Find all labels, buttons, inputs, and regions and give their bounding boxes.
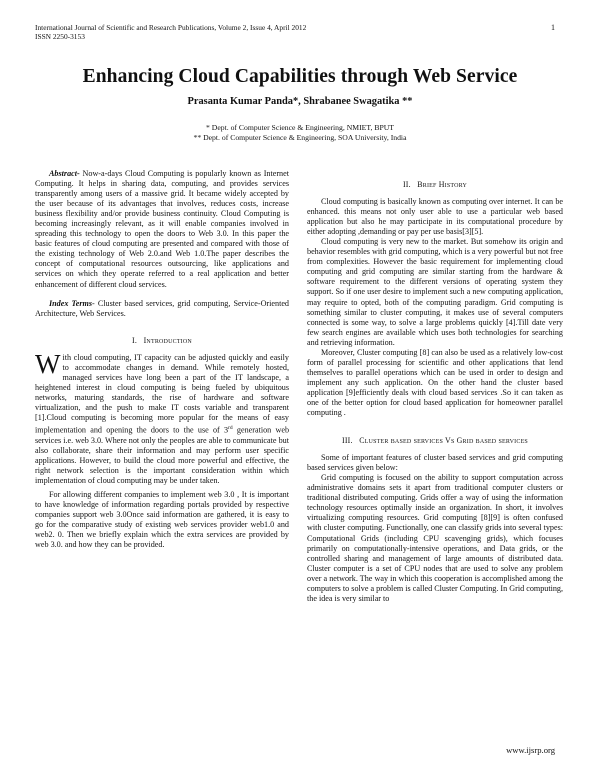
index-terms-label: Index Terms [49, 298, 93, 308]
abstract-text: Now-a-days Cloud Computing is popularly known as Internet Computing. It helps in sharing data, computing, and provides services transparently among users of a massive grid. It became widely accepted by the user because of its advantages that involves, reduces costs, increase business flexibility and/or provide business continuity. Cloud Computing is becoming increasingly relevant, as it will enable companies involved in spreading this technology to open the doors to Web 3.0. In this paper the basic features of cloud computing are presented and compared with those of the existing technology of Web 2.0.and Web 1.0.The paper describes the concept of computational resources outsourcing, like applications and services on which they operate referred to a real application and better enhancement of different cloud services. [35, 169, 289, 289]
affiliations [0, 123, 600, 142]
index-terms [35, 299, 289, 319]
history-paragraph-2: Cloud computing is very new to the market. But somehow its origin and behavior resembles with grid computing, which is a very powerful but not free from complexities. However the basic requirement for implementing cloud computing and grid computing are similar starting from the hardware & software requirement to the different versions of operating system they support. So if one user desire to implement such a new computing application, may require to opted, both of the computing paradigm. Grid computing is something similar to cluster computing, it makes use of several computers connected is some way, to solve a large problems quickly [4].Till date very few search engines are available which uses both technologies for searching and retrieving information. [307, 237, 563, 347]
affiliation-2: ** Dept. of Computer Science & Engineering, SOA University, India [193, 132, 407, 142]
page-number: 1 [551, 23, 555, 32]
issn: ISSN 2250-3153 [35, 32, 85, 41]
history-paragraph-3: Moreover, Cluster computing [8] can also be used as a relatively low-cost form of parallel processing for scientific and other applications that lend themselves to parallel operations which can be used in order to design and implement any such application. On the other hand the cluster based application [9]efficiently deals with cloud based services .So it can taken as one of the better option for cloud based application for homeowner parallel computing . [307, 347, 563, 418]
journal-name: International Journal of Scientific and Research Publications, Volume 2, Issue 4, April 2012 [35, 23, 307, 32]
cluster-paragraph-2: Grid computing is focused on the ability to support computation across administrative domains sets it apart from traditional computer clusters or traditional distributed computing. Grids offer a way of using the information technology resources optimally inside an organization. In short, it involves virtualizing computing resources. Grid computing [8][9] is often confused with cluster computing. Functionally, one can classify grids into several types: Computational Grids (including CPU scavenging grids), which focuses primarily on computationally-intensive operations, and Data grids, or the controlled sharing and management of large amounts of distributed data. Cluster computer is a set of CPU nodes that are used to solve any problem over a network. The way in which this cooperation is accomplished among the computers to solve a problem is called Cluster Computing. In Grid computing, the idea is very similar to [307, 473, 563, 603]
drop-cap: W [35, 348, 61, 379]
section-heading-cluster-vs-grid: III. Cluster based services Vs Grid based services [342, 436, 528, 446]
journal-website: www.ijsrp.org [506, 745, 555, 755]
index-terms-text: - Cluster based services, grid computing, Service-Oriented Architecture, Web Services. [35, 298, 289, 318]
section-heading-introduction: I. Introduction [132, 335, 192, 345]
left-column [35, 169, 289, 550]
ordinal-superscript: rd [228, 425, 233, 432]
abstract-label: Abstract- [49, 169, 80, 178]
cluster-paragraph-1: Some of important features of cluster based services and grid computing based services given below: [307, 453, 563, 473]
affiliation-1: * Dept. of Computer Science & Engineering, NMIET, BPUT [206, 123, 394, 132]
section-heading-brief-history: II. Brief History [402, 180, 468, 189]
intro-paragraph-1: With cloud computing, IT capacity can be adjusted quickly and easily to accommodate changes in demand. While remotely hosted, managed services have long been a part of the IT landscape, a heightened interest in cloud computing is being fueled by ubiquitous networks, maturing standards, the rise of hardware and software virtualization, and the push to make IT costs variable and transparent [1].Cloud computing is becoming more popular for the means of easy implementation and opening the doors to the use of 3rd generation web services i.e. web 3.0. Where not only the peoples are able to communicate but also collaborate, share their information and may perform user specific applications. However, to build the cloud more powerful and effective, the right network selection is the important consideration within which implementation of cloud computing may be under taken. [35, 348, 290, 485]
intro-paragraph-2: For allowing different companies to implement web 3.0 , It is important to have knowledge of information regarding portals provided by respective companies support web 3.0Once said information are gathered, it is easy to go for the comparative study of existing web services provider web1.0 and web2. 0. Then we briefly explain which the extra services are provided by web 3.0. and how they can be provided. [35, 490, 289, 550]
history-paragraph-1: Cloud computing is basically known as computing over internet. It can be enhanced. this means not only user able to use a particular web based application but also he may participate in its computational procedure by either adopting ,demanding or pay per use basis[3][5]. [307, 197, 563, 237]
authors: Prasanta Kumar Panda*, Shrabanee Swagatika ** [187, 96, 413, 107]
abstract [35, 169, 289, 290]
right-column [307, 180, 563, 604]
journal-header [35, 23, 306, 41]
paper-title: Enhancing Cloud Capabilities through Web Service [82, 66, 518, 87]
